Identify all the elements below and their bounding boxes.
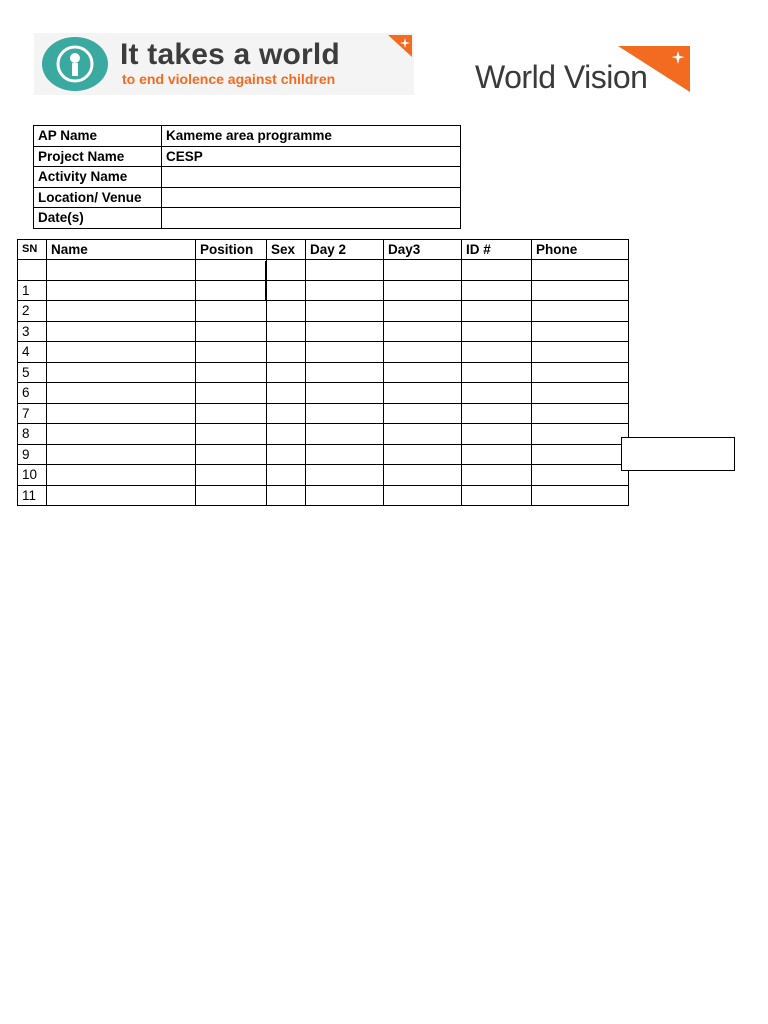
info-label: AP Name bbox=[34, 126, 162, 147]
column-header-id: ID # bbox=[462, 240, 532, 260]
table-cell[interactable] bbox=[306, 260, 384, 281]
table-cell[interactable] bbox=[196, 260, 267, 281]
table-cell[interactable] bbox=[532, 403, 629, 424]
table-cell[interactable] bbox=[462, 321, 532, 342]
table-cell[interactable] bbox=[47, 362, 196, 383]
row-number: 5 bbox=[18, 362, 47, 383]
table-cell[interactable] bbox=[306, 485, 384, 506]
table-cell[interactable] bbox=[267, 362, 306, 383]
table-cell bbox=[18, 260, 47, 281]
table-cell[interactable] bbox=[196, 485, 267, 506]
table-cell[interactable] bbox=[384, 424, 462, 445]
table-cell[interactable] bbox=[196, 403, 267, 424]
info-label: Location/ Venue bbox=[34, 187, 162, 208]
table-cell[interactable] bbox=[196, 321, 267, 342]
table-cell[interactable] bbox=[47, 403, 196, 424]
table-cell[interactable] bbox=[47, 321, 196, 342]
table-cell[interactable] bbox=[532, 444, 629, 465]
table-cell[interactable] bbox=[47, 280, 196, 301]
table-cell[interactable] bbox=[462, 301, 532, 322]
row-number: 4 bbox=[18, 342, 47, 363]
table-cell[interactable] bbox=[384, 321, 462, 342]
floating-text-box[interactable] bbox=[621, 437, 735, 471]
info-value-location[interactable] bbox=[162, 187, 461, 208]
event-info-table bbox=[33, 125, 461, 229]
table-cell[interactable] bbox=[267, 424, 306, 445]
table-cell[interactable] bbox=[532, 465, 629, 486]
table-cell[interactable] bbox=[47, 342, 196, 363]
row-number: 3 bbox=[18, 321, 47, 342]
table-cell[interactable] bbox=[384, 485, 462, 506]
info-value-project-name[interactable]: CESP bbox=[162, 146, 461, 167]
table-cell[interactable] bbox=[384, 260, 462, 281]
world-vision-logo bbox=[472, 44, 692, 98]
table-row bbox=[18, 383, 629, 404]
table-cell[interactable] bbox=[47, 260, 196, 281]
sex-column-marker bbox=[265, 261, 267, 301]
table-cell[interactable] bbox=[462, 444, 532, 465]
table-row bbox=[18, 342, 629, 363]
column-header-position: Position bbox=[196, 240, 267, 260]
table-cell[interactable] bbox=[384, 403, 462, 424]
table-cell[interactable] bbox=[306, 465, 384, 486]
info-value-activity-name[interactable] bbox=[162, 167, 461, 188]
table-cell[interactable] bbox=[532, 260, 629, 281]
table-row bbox=[18, 321, 629, 342]
table-cell[interactable] bbox=[532, 321, 629, 342]
table-cell[interactable] bbox=[462, 260, 532, 281]
row-number: 7 bbox=[18, 403, 47, 424]
table-cell[interactable] bbox=[306, 321, 384, 342]
column-header-sn: SN bbox=[18, 240, 47, 260]
world-vision-wordmark: World Vision bbox=[475, 59, 648, 95]
table-cell[interactable] bbox=[384, 342, 462, 363]
table-cell[interactable] bbox=[462, 403, 532, 424]
table-row bbox=[18, 444, 629, 465]
table-cell[interactable] bbox=[47, 383, 196, 404]
info-value-ap-name[interactable]: Kameme area programme bbox=[162, 126, 461, 147]
table-cell[interactable] bbox=[196, 342, 267, 363]
table-cell[interactable] bbox=[196, 383, 267, 404]
table-cell[interactable] bbox=[306, 403, 384, 424]
table-cell[interactable] bbox=[267, 485, 306, 506]
table-cell[interactable] bbox=[196, 362, 267, 383]
table-cell[interactable] bbox=[306, 342, 384, 363]
table-cell[interactable] bbox=[47, 424, 196, 445]
column-header-day2: Day 2 bbox=[306, 240, 384, 260]
table-cell[interactable] bbox=[267, 342, 306, 363]
table-cell[interactable] bbox=[196, 301, 267, 322]
info-row-dates bbox=[34, 208, 461, 229]
column-header-sex: Sex bbox=[267, 240, 306, 260]
table-cell[interactable] bbox=[384, 465, 462, 486]
info-label: Date(s) bbox=[34, 208, 162, 229]
table-cell[interactable] bbox=[267, 280, 306, 301]
table-cell[interactable] bbox=[462, 342, 532, 363]
table-cell[interactable] bbox=[47, 485, 196, 506]
banner-title: It takes a world bbox=[120, 38, 340, 71]
column-header-phone: Phone bbox=[532, 240, 629, 260]
table-cell[interactable] bbox=[267, 403, 306, 424]
table-cell[interactable] bbox=[462, 280, 532, 301]
info-label: Activity Name bbox=[34, 167, 162, 188]
table-cell[interactable] bbox=[532, 485, 629, 506]
table-cell[interactable] bbox=[47, 444, 196, 465]
campaign-logo-icon bbox=[40, 36, 110, 92]
table-row bbox=[18, 403, 629, 424]
table-cell[interactable] bbox=[196, 424, 267, 445]
row-number: 1 bbox=[18, 280, 47, 301]
table-cell[interactable] bbox=[532, 301, 629, 322]
table-cell[interactable] bbox=[267, 465, 306, 486]
table-cell[interactable] bbox=[267, 260, 306, 281]
row-number: 10 bbox=[18, 465, 47, 486]
table-cell[interactable] bbox=[532, 383, 629, 404]
table-cell[interactable] bbox=[267, 301, 306, 322]
table-cell[interactable] bbox=[532, 342, 629, 363]
info-row-location bbox=[34, 187, 461, 208]
table-cell[interactable] bbox=[196, 465, 267, 486]
info-label: Project Name bbox=[34, 146, 162, 167]
row-number: 8 bbox=[18, 424, 47, 445]
table-cell[interactable] bbox=[267, 321, 306, 342]
table-row bbox=[18, 301, 629, 322]
table-cell[interactable] bbox=[532, 362, 629, 383]
info-row-project-name bbox=[34, 146, 461, 167]
table-cell[interactable] bbox=[532, 424, 629, 445]
info-row-ap-name bbox=[34, 126, 461, 147]
table-cell[interactable] bbox=[306, 424, 384, 445]
table-cell[interactable] bbox=[267, 444, 306, 465]
table-cell[interactable] bbox=[462, 465, 532, 486]
table-cell[interactable] bbox=[384, 383, 462, 404]
table-cell[interactable] bbox=[462, 485, 532, 506]
table-row bbox=[18, 280, 629, 301]
table-cell[interactable] bbox=[47, 301, 196, 322]
table-cell[interactable] bbox=[306, 444, 384, 465]
table-cell[interactable] bbox=[462, 424, 532, 445]
table-cell[interactable] bbox=[196, 444, 267, 465]
table-cell[interactable] bbox=[462, 383, 532, 404]
row-number: 6 bbox=[18, 383, 47, 404]
table-cell[interactable] bbox=[306, 301, 384, 322]
info-row-activity-name bbox=[34, 167, 461, 188]
column-header-day3: Day3 bbox=[384, 240, 462, 260]
table-row bbox=[18, 424, 629, 445]
table-cell[interactable] bbox=[47, 465, 196, 486]
table-cell[interactable] bbox=[267, 383, 306, 404]
row-number: 11 bbox=[18, 485, 47, 506]
table-cell[interactable] bbox=[384, 362, 462, 383]
column-header-name: Name bbox=[47, 240, 196, 260]
table-cell[interactable] bbox=[384, 301, 462, 322]
row-number: 9 bbox=[18, 444, 47, 465]
table-cell[interactable] bbox=[196, 280, 267, 301]
row-number: 2 bbox=[18, 301, 47, 322]
table-row bbox=[18, 485, 629, 506]
table-cell[interactable] bbox=[462, 362, 532, 383]
attendance-header-row bbox=[18, 240, 629, 260]
attendance-blank-row bbox=[18, 260, 629, 281]
info-value-dates[interactable] bbox=[162, 208, 461, 229]
orange-star-flag-icon bbox=[388, 35, 412, 57]
table-row bbox=[18, 465, 629, 486]
table-row bbox=[18, 362, 629, 383]
table-cell[interactable] bbox=[532, 280, 629, 301]
campaign-banner bbox=[34, 33, 414, 95]
attendance-table bbox=[17, 239, 629, 506]
banner-subtitle: to end violence against children bbox=[122, 71, 336, 87]
table-cell[interactable] bbox=[384, 444, 462, 465]
table-cell[interactable] bbox=[384, 280, 462, 301]
table-cell[interactable] bbox=[306, 362, 384, 383]
table-cell[interactable] bbox=[306, 280, 384, 301]
table-cell[interactable] bbox=[306, 383, 384, 404]
